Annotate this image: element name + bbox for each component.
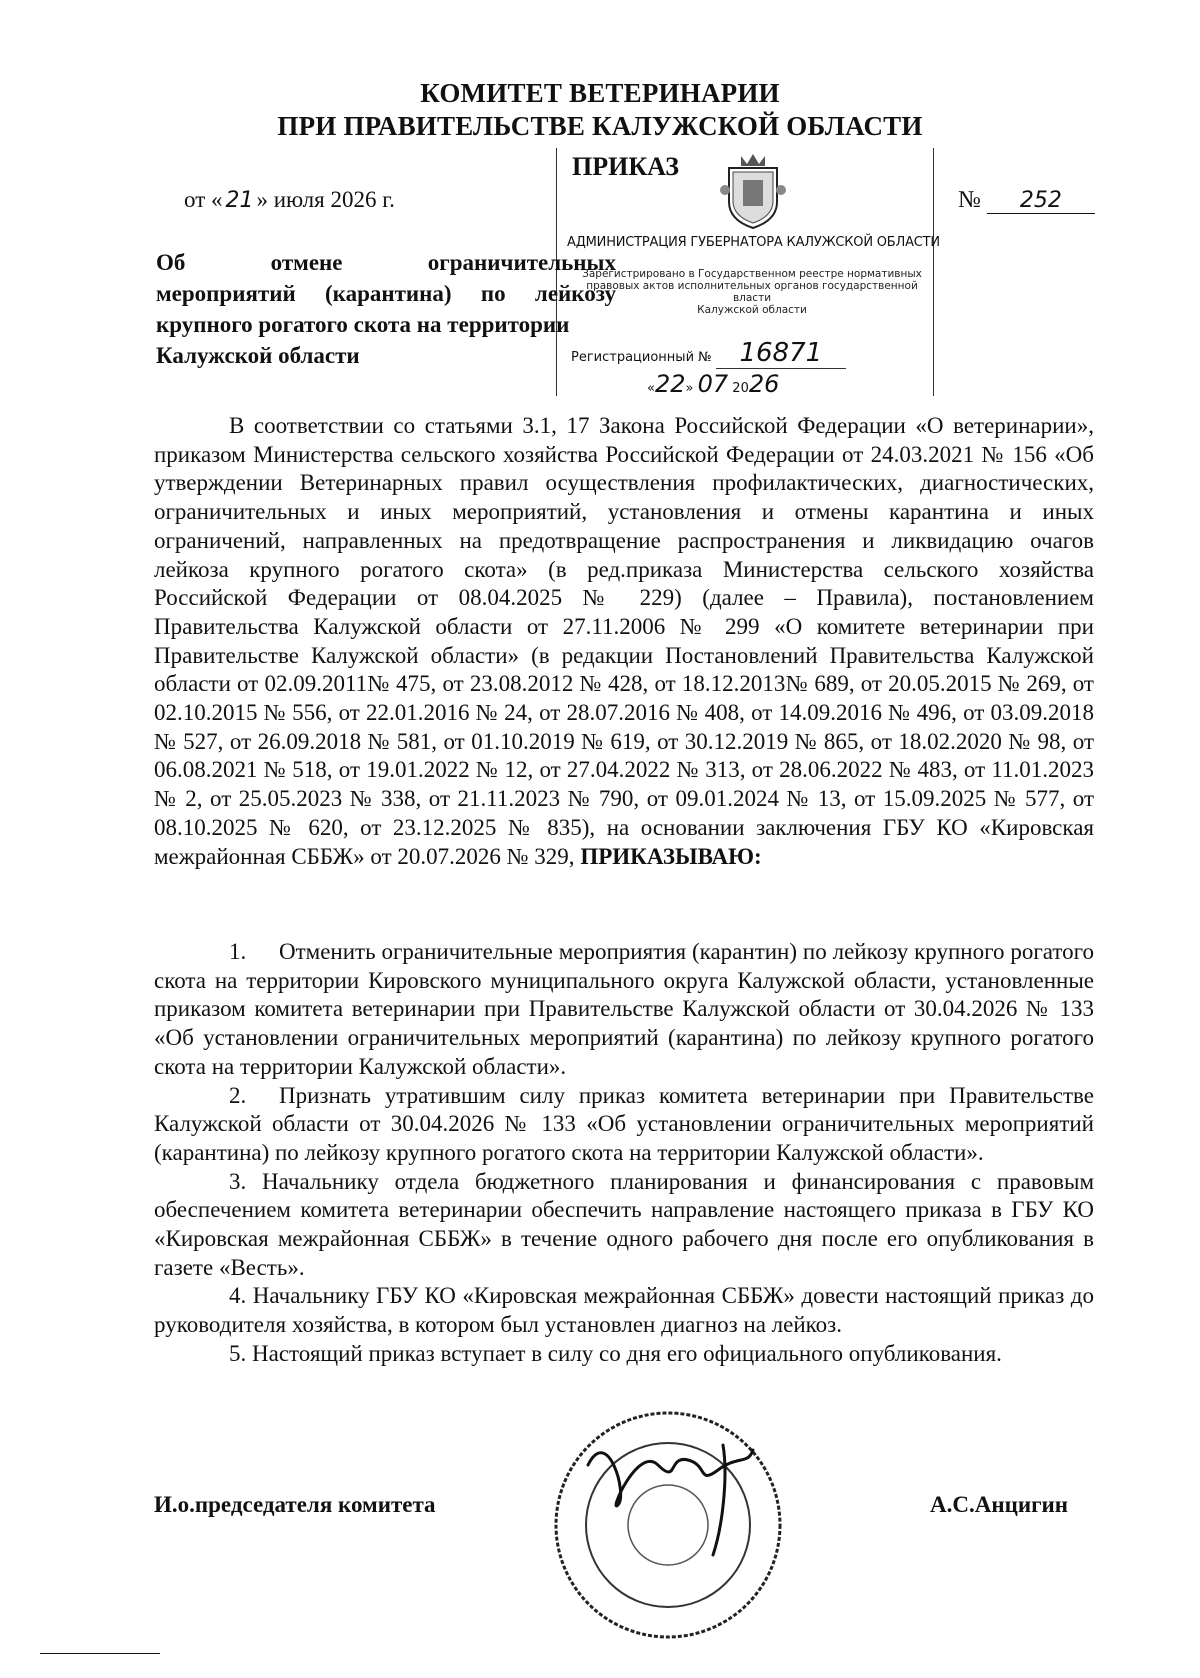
stamp-admin-title: АДМИНИСТРАЦИЯ ГУБЕРНАТОРА КАЛУЖСКОЙ ОБЛАСТИ xyxy=(567,235,940,250)
document-date: от « 21 » июля 2026 г. xyxy=(184,187,395,213)
handwritten-day: 21 xyxy=(225,188,254,213)
signatory-position: И.о.председателя комитета xyxy=(154,1492,436,1517)
handwritten-reg-number: 16871 xyxy=(716,338,846,369)
footer-rule xyxy=(40,1653,160,1654)
stamp-registration-number: Регистрационный № 16871 xyxy=(571,338,846,369)
stamp-registration-date: «22» 07 2026 xyxy=(647,370,780,398)
order-item: 5. Настоящий приказ вступает в силу со дня его официального опубликования. xyxy=(229,1340,1002,1366)
stamp-registration-text: Зарегистрировано в Государственном реестре нормативных правовых актов исполнительных органов государственной власти Калужской области xyxy=(582,268,922,316)
document-subject: Об отмене ограничительных мероприятий (карантина) по лейкозу крупного рогатого скота на территории Калужской области xyxy=(156,250,616,368)
signatory-name: А.С.Анцигин xyxy=(930,1492,1069,1517)
preamble-paragraph: В соответствии со статьями 3.1, 17 Закона Российской Федерации «О ветеринарии», приказом Министерства сельского хозяйства Российской Федерации от 24.03.2021 № 156 «Об утверждении Ветеринарных правил осуществления профилактических, диагностических, ограничительных и иных мероприятий, установления и отмены карантина и иных ограничений, направленных на предотвращение распространения и ликвидацию очагов лейкоза крупного рогатого скота» (в ред.приказа Министерства сельского хозяйства Российской Федерации от 08.04.2025 № 229) (далее – Правила), постановлением Правительства Калужской области от 27.11.2006 № 299 «О комитете ветеринарии при Правительстве Калужской области» (в редакции Постановлений Правительства Калужской области от 02.09.2011№ 475, от 23.08.2012 № 428, от 18.12.2013№ 689, от 20.05.2015 № 269, от 02.10.2015 № 556, от 22.01.2016 № 24, от 28.07.2016 № 408, от 14.09.2016 № 496, от 03.09.2018 № 527, от 26.09.2018 № 581, от 01.10.2019 № 619, от 30.12.2019 № 865, от 18.02.2020 № 98, от 06.08.2021 № 518, от 19.01.2022 № 12, от 27.04.2022 № 313, от 28.06.2022 № 483, от 11.01.2023 № 2, от 25.05.2023 № 338, от 21.11.2023 № 790, от 09.01.2024 № 13, от 15.09.2025 № 577, от 08.10.2025 № 620, от 23.12.2025 № 835), на основании заключения ГБУ КО «Кировская межрайонная СББЖ» от 20.07.2026 № 329, ПРИКАЗЫВАЮ: xyxy=(154,413,1094,869)
order-items xyxy=(154,938,1094,1369)
order-item: 4. Начальнику ГБУ КО «Кировская межрайонная СББЖ» довести настоящий приказ до руководителя хозяйства, в котором был установлен диагноз на лейкоз. xyxy=(154,1283,1094,1338)
coat-of-arms-emblem xyxy=(719,150,787,230)
signature-scrawl xyxy=(588,1445,753,1555)
header-committee: КОМИТЕТ ВЕТЕРИНАРИИ xyxy=(420,78,780,108)
order-item: 2. Признать утратившим силу приказ комитета ветеринарии при Правительстве Калужской области от 30.04.2026 № 133 «Об установлении ограничительных мероприятий (карантина) по лейкозу крупного рогатого скота на территории Калужской области». xyxy=(154,1082,1094,1165)
handwritten-number: 252 xyxy=(987,188,1095,214)
document-type: ПРИКАЗ xyxy=(572,152,680,181)
order-item: 3. Начальнику отдела бюджетного планирования и финансирования с правовым обеспечением комитета ветеринарии обеспечить направление настоящего приказа в ГБУ КО «Кировская межрайонная СББЖ» в течение одного рабочего дня после его опубликования в газете «Весть». xyxy=(154,1168,1094,1280)
order-word: ПРИКАЗЫВАЮ: xyxy=(580,843,762,869)
order-item: 1. Отменить ограничительные мероприятия (карантин) по лейкозу крупного рогатого скота на территории Кировского муниципального округа Калужской области, установленные приказом комитета ветеринарии при Правительстве Калужской области от 30.04.2026 № 133 «Об установлении ограничительных мероприятий (карантина) по лейкозу крупного рогатого скота на территории Калужской области». xyxy=(154,939,1094,1079)
header-government: ПРИ ПРАВИТЕЛЬСТВЕ КАЛУЖСКОЙ ОБЛАСТИ xyxy=(277,111,923,141)
official-seal xyxy=(548,1405,788,1645)
document-number: № 252 xyxy=(958,187,1095,214)
